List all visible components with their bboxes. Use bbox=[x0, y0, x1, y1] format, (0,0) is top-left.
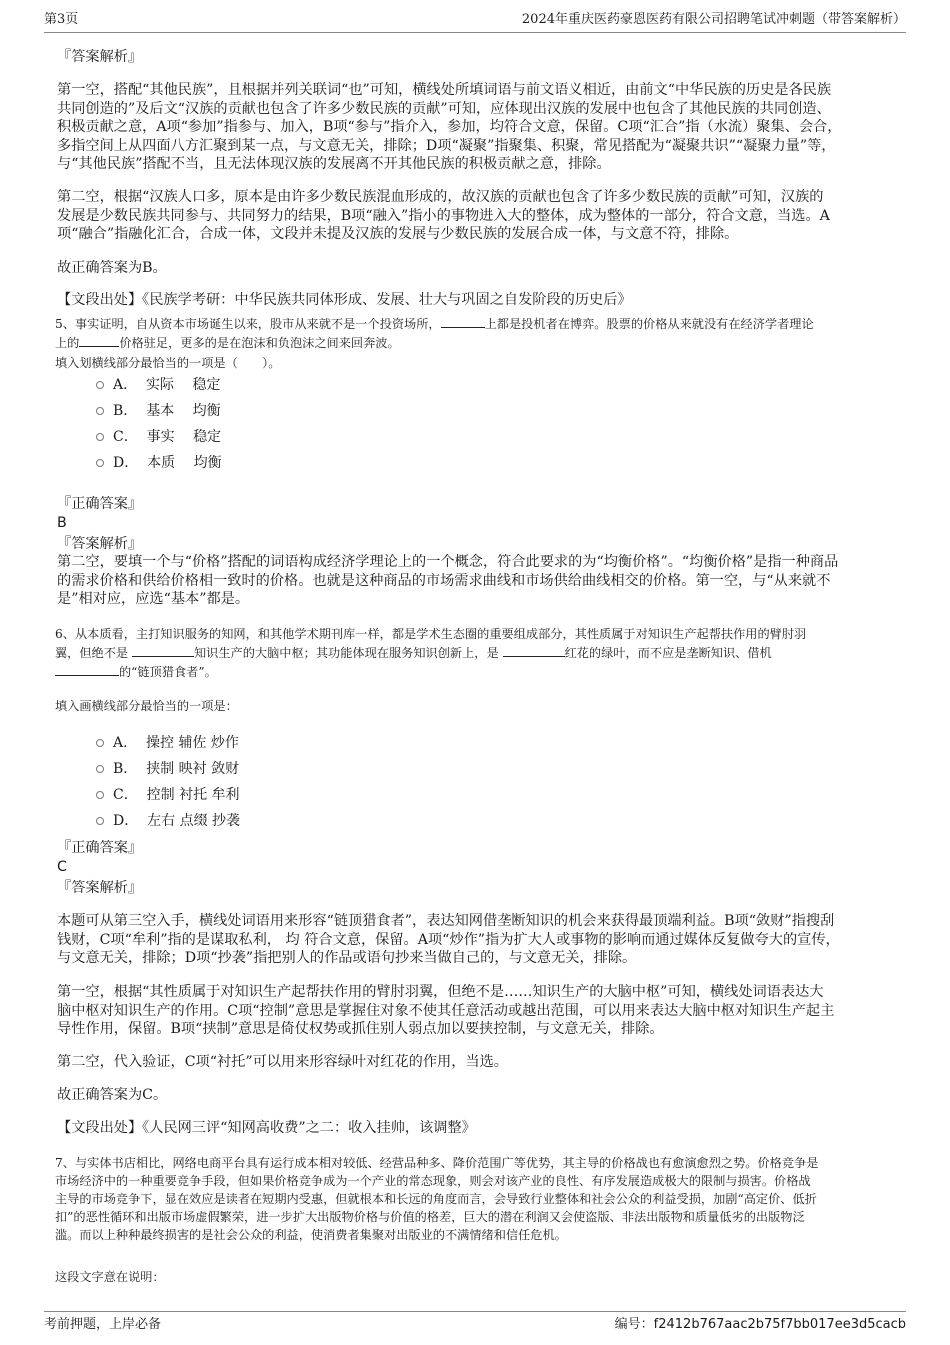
radio-icon[interactable] bbox=[96, 407, 104, 415]
option-a[interactable]: A． 操控 辅佐 炒作 bbox=[96, 734, 239, 752]
analysis-label: 『答案解析』 bbox=[57, 536, 143, 552]
document-id: 编号：f2412b767aac2b75f7bb017ee3d5cacb bbox=[614, 1317, 906, 1332]
conclusion: 故正确答案为C。 bbox=[57, 1087, 168, 1103]
question-6-analysis-2: 第一空，根据“其性质属于对知识生产起帮扶作用的臂肘羽翼，但绝不是……知识生产的大脑中枢”可知，横线处词语表达大 脑中枢对知识生产的作用。C项“控制”意思是掌握住对象不使其任意活动或越出范围，可以用来表达大脑中枢对知识生产起主 导性作用，保留。B项“挟制”意思是倚仗权势或抓住别人弱点加以要挟控制，与文意无关，排除。 bbox=[57, 984, 835, 1037]
document-title: 2024年重庆医药豪恩医药有限公司招聘笔试冲刺题（带答案解析） bbox=[521, 12, 906, 27]
answer-blank bbox=[79, 333, 119, 347]
answer-blank bbox=[132, 643, 194, 657]
option-b[interactable]: B． 基本 均衡 bbox=[96, 402, 221, 420]
correct-answer-label: 『正确答案』 bbox=[57, 496, 143, 512]
analysis-label: 『答案解析』 bbox=[57, 880, 143, 896]
question-5-stem: 5、事实证明，自从资本市场诞生以来，股市从来就不是一个投资场所， 上都是投机者在博弈。股票的价格从来就没有在经济学者理论 上的 价格驻足，更多的是在泡沫和负泡沫之间来回奔波。 bbox=[55, 314, 895, 352]
page-number: 第3页 bbox=[44, 12, 79, 27]
source-citation: 【文段出处】《人民网三评“知网高收费”之二：收入挂帅，该调整》 bbox=[57, 1120, 476, 1136]
conclusion: 故正确答案为B。 bbox=[57, 260, 167, 276]
question-6-stem: 6、从本质看，主打知识服务的知网，和其他学术期刊库一样，都是学术生态圈的重要组成部分，其性质属于对知识生产起帮扶作用的臂肘羽 翼，但绝不是 知识生产的大脑中枢；其功能体现在服务知识创新上，是 红花的绿叶，而不应是垄断知识、借机 的“链顶猎食者”。 bbox=[55, 627, 807, 679]
option-c[interactable]: C． 事实 稳定 bbox=[96, 428, 221, 446]
correct-answer: C bbox=[57, 859, 67, 875]
analysis-label: 『答案解析』 bbox=[57, 49, 143, 65]
page-footer bbox=[44, 1311, 906, 1334]
radio-icon[interactable] bbox=[96, 433, 104, 441]
option-d[interactable]: D． 本质 均衡 bbox=[96, 454, 222, 472]
option-b[interactable]: B． 挟制 映衬 敛财 bbox=[96, 760, 239, 778]
footer-slogan: 考前押题，上岸必备 bbox=[44, 1317, 162, 1332]
answer-blank bbox=[55, 662, 119, 676]
correct-answer-label: 『正确答案』 bbox=[57, 840, 143, 856]
correct-answer: B bbox=[57, 515, 67, 531]
analysis-paragraph-1: 第一空，搭配“其他民族”，且根据并列关联词“也”可知，横线处所填词语与前文语义相近，由前文“中华民族的历史是各民族 共同创造的”及后文“汉族的贡献也包含了许多少数民族的贡献”可知，应体现出汉族的发展中也包含了其他民族的共同创造、 积极贡献之意，A项“参加”指参与、加入，B项“参与”指介入，参加，均符合文意，保留。C项“汇合”指（水流）聚集、会合， 多指空间上从四面八方汇聚到某一点，与文意无关，排除；D项“凝聚”指聚集、积聚，常见搭配为“凝聚共识”“凝聚力量”等， 与“其他民族”搭配不当，且无法体现汉族的发展离不开其他民族的积极贡献之意，排除。 bbox=[57, 82, 842, 172]
radio-icon[interactable] bbox=[96, 381, 104, 389]
option-a[interactable]: A． 实际 稳定 bbox=[96, 376, 220, 394]
radio-icon[interactable] bbox=[96, 791, 104, 799]
option-c[interactable]: C． 控制 衬托 牟利 bbox=[96, 786, 240, 804]
question-7-instruction: 这段文字意在说明： bbox=[55, 1270, 165, 1284]
radio-icon[interactable] bbox=[96, 817, 104, 825]
question-6-instruction: 填入画横线部分最恰当的一项是： bbox=[55, 699, 238, 713]
radio-icon[interactable] bbox=[96, 765, 104, 773]
answer-blank bbox=[441, 314, 485, 328]
source-citation: 【文段出处】《民族学考研：中华民族共同体形成、发展、壮大与巩固之自发阶段的历史后》 bbox=[57, 292, 632, 308]
question-5-analysis: 第二空，要填一个与“价格”搭配的词语构成经济学理论上的一个概念，符合此要求的为“均衡价格”。“均衡价格”是指一种商品 的需求价格和供给价格相一致时的价格。也就是这种商品的市场需求曲线和市场供给曲线相交的价格。第一空，与“从来就不 是”相对应，应选“基本”都是。 bbox=[57, 554, 839, 607]
question-5-instruction: 填入划横线部分最恰当的一项是（ ）。 bbox=[55, 356, 281, 370]
question-6-analysis-1: 本题可从第三空入手，横线处词语用来形容“链顶猎食者”，表达知网借垄断知识的机会来获得最顶端利益。B项“敛财”指搜刮 钱财，C项“牟利”指的是谋取私利， 均 符合文意，保留。A项“炒作”指为扩大人或事物的影响而通过媒体反复做夸大的宣传， 与文意无关，排除；D项“抄袭”指把别人的作品或语句抄来当做自己的，与文意无关，排除。 bbox=[57, 913, 840, 966]
answer-blank bbox=[503, 643, 565, 657]
question-6-analysis-3: 第二空，代入验证，C项“衬托”可以用来形容绿叶对红花的作用，当选。 bbox=[57, 1054, 508, 1070]
radio-icon[interactable] bbox=[96, 459, 104, 467]
question-7-stem: 7、与实体书店相比，网络电商平台具有运行成本相对较低、经营品种多、降价范围广等优势，其主导的价格战也有愈演愈烈之势。价格竞争是 市场经济中的一种重要竞争手段，但如果价格竞争成为一个产业的常态现象，则会对该产业的良性、有序发展造成极大的限制与损害。价格战 主导的市场竞争下，显在效应是读者在短期内受惠，但就根本和长远的角度而言，会导致行业整体和社会公众的利益受损，加剧“高定价、低折 扣”的恶性循环和出版市场虚假繁荣，进一步扩大出版物价格与价值的格差，巨大的潜在利润又会使盗版、非法出版物和质量低劣的出版物泛 滥。而以上种种最终损害的是社会公众的利益，使消费者集聚对出版业的不满情绪和信任危机。 bbox=[55, 1156, 819, 1242]
radio-icon[interactable] bbox=[96, 739, 104, 747]
option-d[interactable]: D． 左右 点缀 抄袭 bbox=[96, 812, 240, 830]
page-header bbox=[44, 10, 906, 33]
analysis-paragraph-2: 第二空，根据“汉族人口多，原本是由许多少数民族混血形成的，故汉族的贡献也包含了许多少数民族的贡献”可知，汉族的 发展是少数民族共同参与、共同努力的结果，B项“融入”指小的事物进入大的整体，成为整体的一部分，符合文意，当选。A 项“融合”指融化汇合，合成一体，文段并未提及汉族的发展与少数民族的发展合成一体，与文意不符，排除。 bbox=[57, 189, 830, 242]
